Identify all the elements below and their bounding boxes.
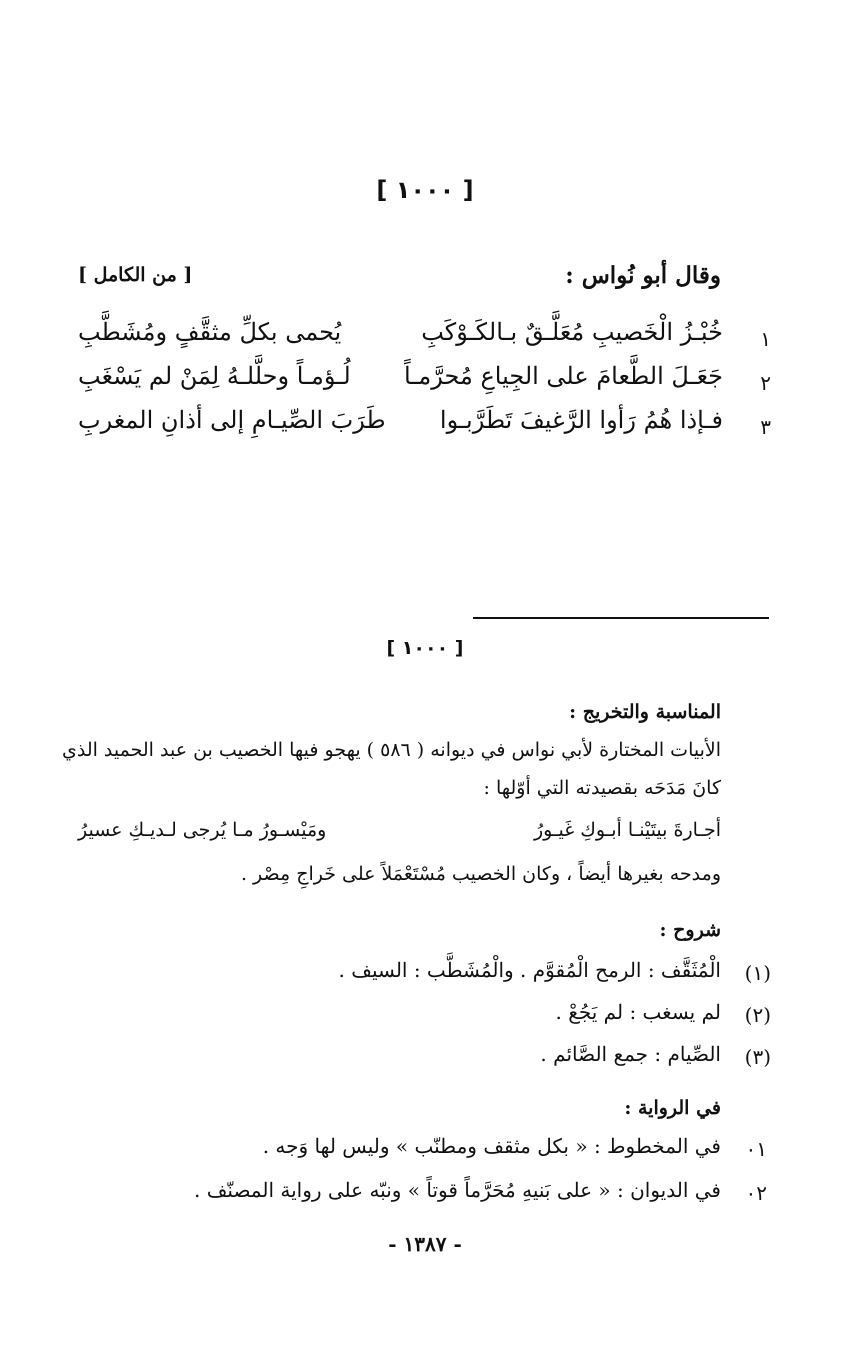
quoted-verse-second: ومَيْسـورُ مـا يُرجى لـديـكِ عسيرُ bbox=[78, 819, 327, 841]
quoted-verse-first: أجـارةَ بيتَيْنـا أبـوكِ غَيـورُ bbox=[533, 819, 721, 841]
poem-number-heading: [ ١٠٠٠ ] bbox=[376, 176, 474, 204]
footnote-separator bbox=[473, 617, 769, 619]
explanation-text: لم يسغب : لم يَجُعْ . bbox=[555, 1000, 721, 1024]
variants-title: في الرواية : bbox=[624, 1097, 721, 1119]
verse-number: ٢ bbox=[760, 371, 771, 395]
variant-number: ٠٢ bbox=[745, 1181, 767, 1205]
occasion-title: المناسبة والتخريج : bbox=[569, 701, 721, 723]
verse-second-hemistich: يُحمى بكلِّ مثقَّفٍ ومُشَطَّبِ bbox=[78, 318, 342, 346]
variant-text: في المخطوط : « بكل مثقف ومطنّب » وليس لها وَجه . bbox=[262, 1134, 721, 1158]
variant-text: في الديوان : « على بَنيهِ مُحَرَّماً قوتاً » ونبّه على رواية المصنّف . bbox=[193, 1178, 721, 1202]
explanation-number: (١) bbox=[744, 961, 771, 985]
explanations-title: شروح : bbox=[659, 919, 721, 941]
explanation-number: (٢) bbox=[744, 1003, 771, 1027]
occasion-paragraph-line: كانَ مَدَحَه بقصيدته التي أوّلها : bbox=[483, 777, 721, 799]
poem-intro: وقال أبو نُواس : bbox=[565, 262, 721, 289]
verse-first-hemistich: فـإذا هُمُ رَأوا الرَّغيفَ تَطَرَّبـوا bbox=[439, 406, 723, 434]
variant-number: ٠١ bbox=[745, 1137, 767, 1161]
poem-meter: [ من الكامل ] bbox=[78, 264, 193, 286]
occasion-paragraph-line: الأبيات المختارة لأبي نواس في ديوانه ( ٥٨٦ ) يهجو فيها الخصيب بن عبد الحميد الذي bbox=[61, 739, 721, 761]
verse-number: ٣ bbox=[760, 415, 771, 439]
verse-second-hemistich: لُـؤمـاً وحلَّلـهُ لِمَنْ لم يَسْغَبِ bbox=[78, 362, 351, 390]
verse-number: ١ bbox=[760, 327, 771, 351]
explanation-text: الْمُثَقَّف : الرمح الْمُقوَّم . والْمُشَطَّب : السيف . bbox=[338, 958, 721, 982]
page-number: - ١٣٨٧ - bbox=[388, 1232, 462, 1256]
explanation-number: (٣) bbox=[744, 1045, 771, 1069]
verse-first-hemistich: جَعَـلَ الطَّعامَ على الجِياعِ مُحرَّمـاً bbox=[404, 362, 723, 390]
verse-first-hemistich: خُبْـزُ الْخَصيبِ مُعَلَّـقٌ بـالكَـوْكَبِ bbox=[421, 318, 723, 346]
explanation-text: الصِّيام : جمع الصَّائم . bbox=[540, 1042, 721, 1066]
occasion-paragraph-line: ومدحه بغيرها أيضاً ، وكان الخصيب مُسْتَعْمَلاً على خَراجِ مِصْر . bbox=[240, 863, 721, 885]
notes-number-heading: [ ١٠٠٠ ] bbox=[386, 637, 464, 659]
verse-second-hemistich: طَرَبَ الصِّيـامِ إلى أذانِ المغربِ bbox=[78, 406, 386, 434]
